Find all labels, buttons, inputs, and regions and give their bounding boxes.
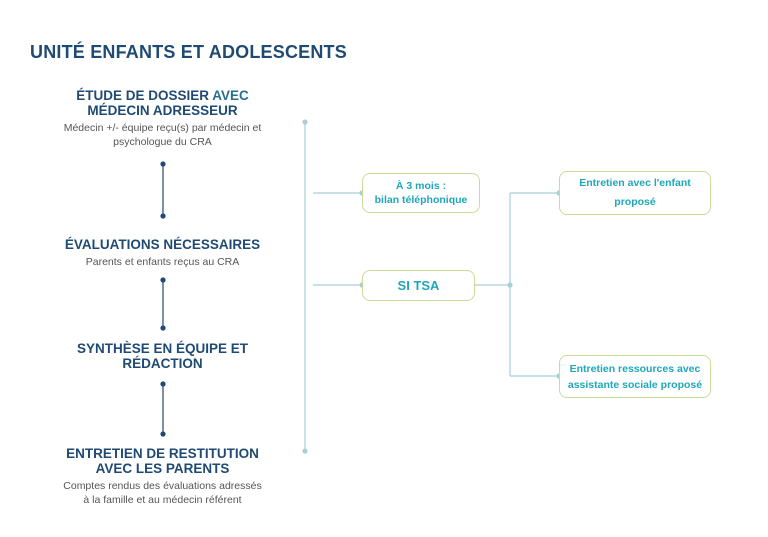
- step-dossier-title-highlight: AVEC: [212, 88, 249, 103]
- box-child-interview-line1: Entretien avec l'enfant: [579, 177, 691, 189]
- step-synthese-title-line2: RÉDACTION: [122, 356, 203, 371]
- step-evaluations-title: ÉVALUATIONS NÉCESSAIRES: [64, 237, 261, 252]
- box-child-interview: [559, 171, 711, 215]
- box-social-line2: assistante sociale proposé: [567, 378, 703, 391]
- step-dossier-title-main: ÉTUDE DE DOSSIER: [76, 88, 213, 103]
- page-title: UNITÉ ENFANTS ET ADOLESCENTS: [30, 42, 347, 62]
- box-three-months-line2: bilan téléphonique: [374, 194, 468, 206]
- step-restitution-title-line1: ENTRETIEN DE RESTITUTION: [66, 446, 259, 461]
- step-restitution-desc-line1: Comptes rendus des évaluations adressés: [63, 480, 262, 492]
- step-restitution-desc-line2: à la famille et au médecin référent: [83, 494, 242, 506]
- box-si-tsa-label: SI TSA: [397, 278, 440, 293]
- step-synthese-title-line1: SYNTHÈSE EN ÉQUIPE ET: [76, 341, 249, 356]
- timeline-dot: [160, 381, 165, 386]
- timeline-dot: [160, 431, 165, 436]
- timeline-dot: [160, 325, 165, 330]
- step-dossier-title-line2: MÉDECIN ADRESSEUR: [87, 103, 238, 118]
- box-three-months-line1: À 3 mois :: [395, 180, 447, 192]
- bracket-dot: [302, 448, 307, 453]
- timeline-dot: [160, 277, 165, 282]
- box-three-months-call: [362, 173, 480, 213]
- step-restitution-title-line2: AVEC LES PARENTS: [95, 461, 230, 476]
- box-social-line1: Entretien ressources avec: [569, 362, 701, 375]
- step-evaluations-desc: Parents et enfants reçus au CRA: [85, 256, 240, 268]
- step-dossier-desc-line1: Médecin +/- équipe reçu(s) par médecin et: [63, 122, 262, 134]
- step-dossier-desc-line2: psychologue du CRA: [113, 136, 212, 148]
- box-social-worker-interview: [559, 355, 711, 398]
- bracket-dot: [302, 119, 307, 124]
- timeline-dot: [160, 213, 165, 218]
- timeline-dot: [160, 161, 165, 166]
- box-si-tsa: [362, 270, 475, 301]
- connector-dot: [507, 282, 512, 287]
- box-child-interview-line2: proposé: [614, 196, 656, 208]
